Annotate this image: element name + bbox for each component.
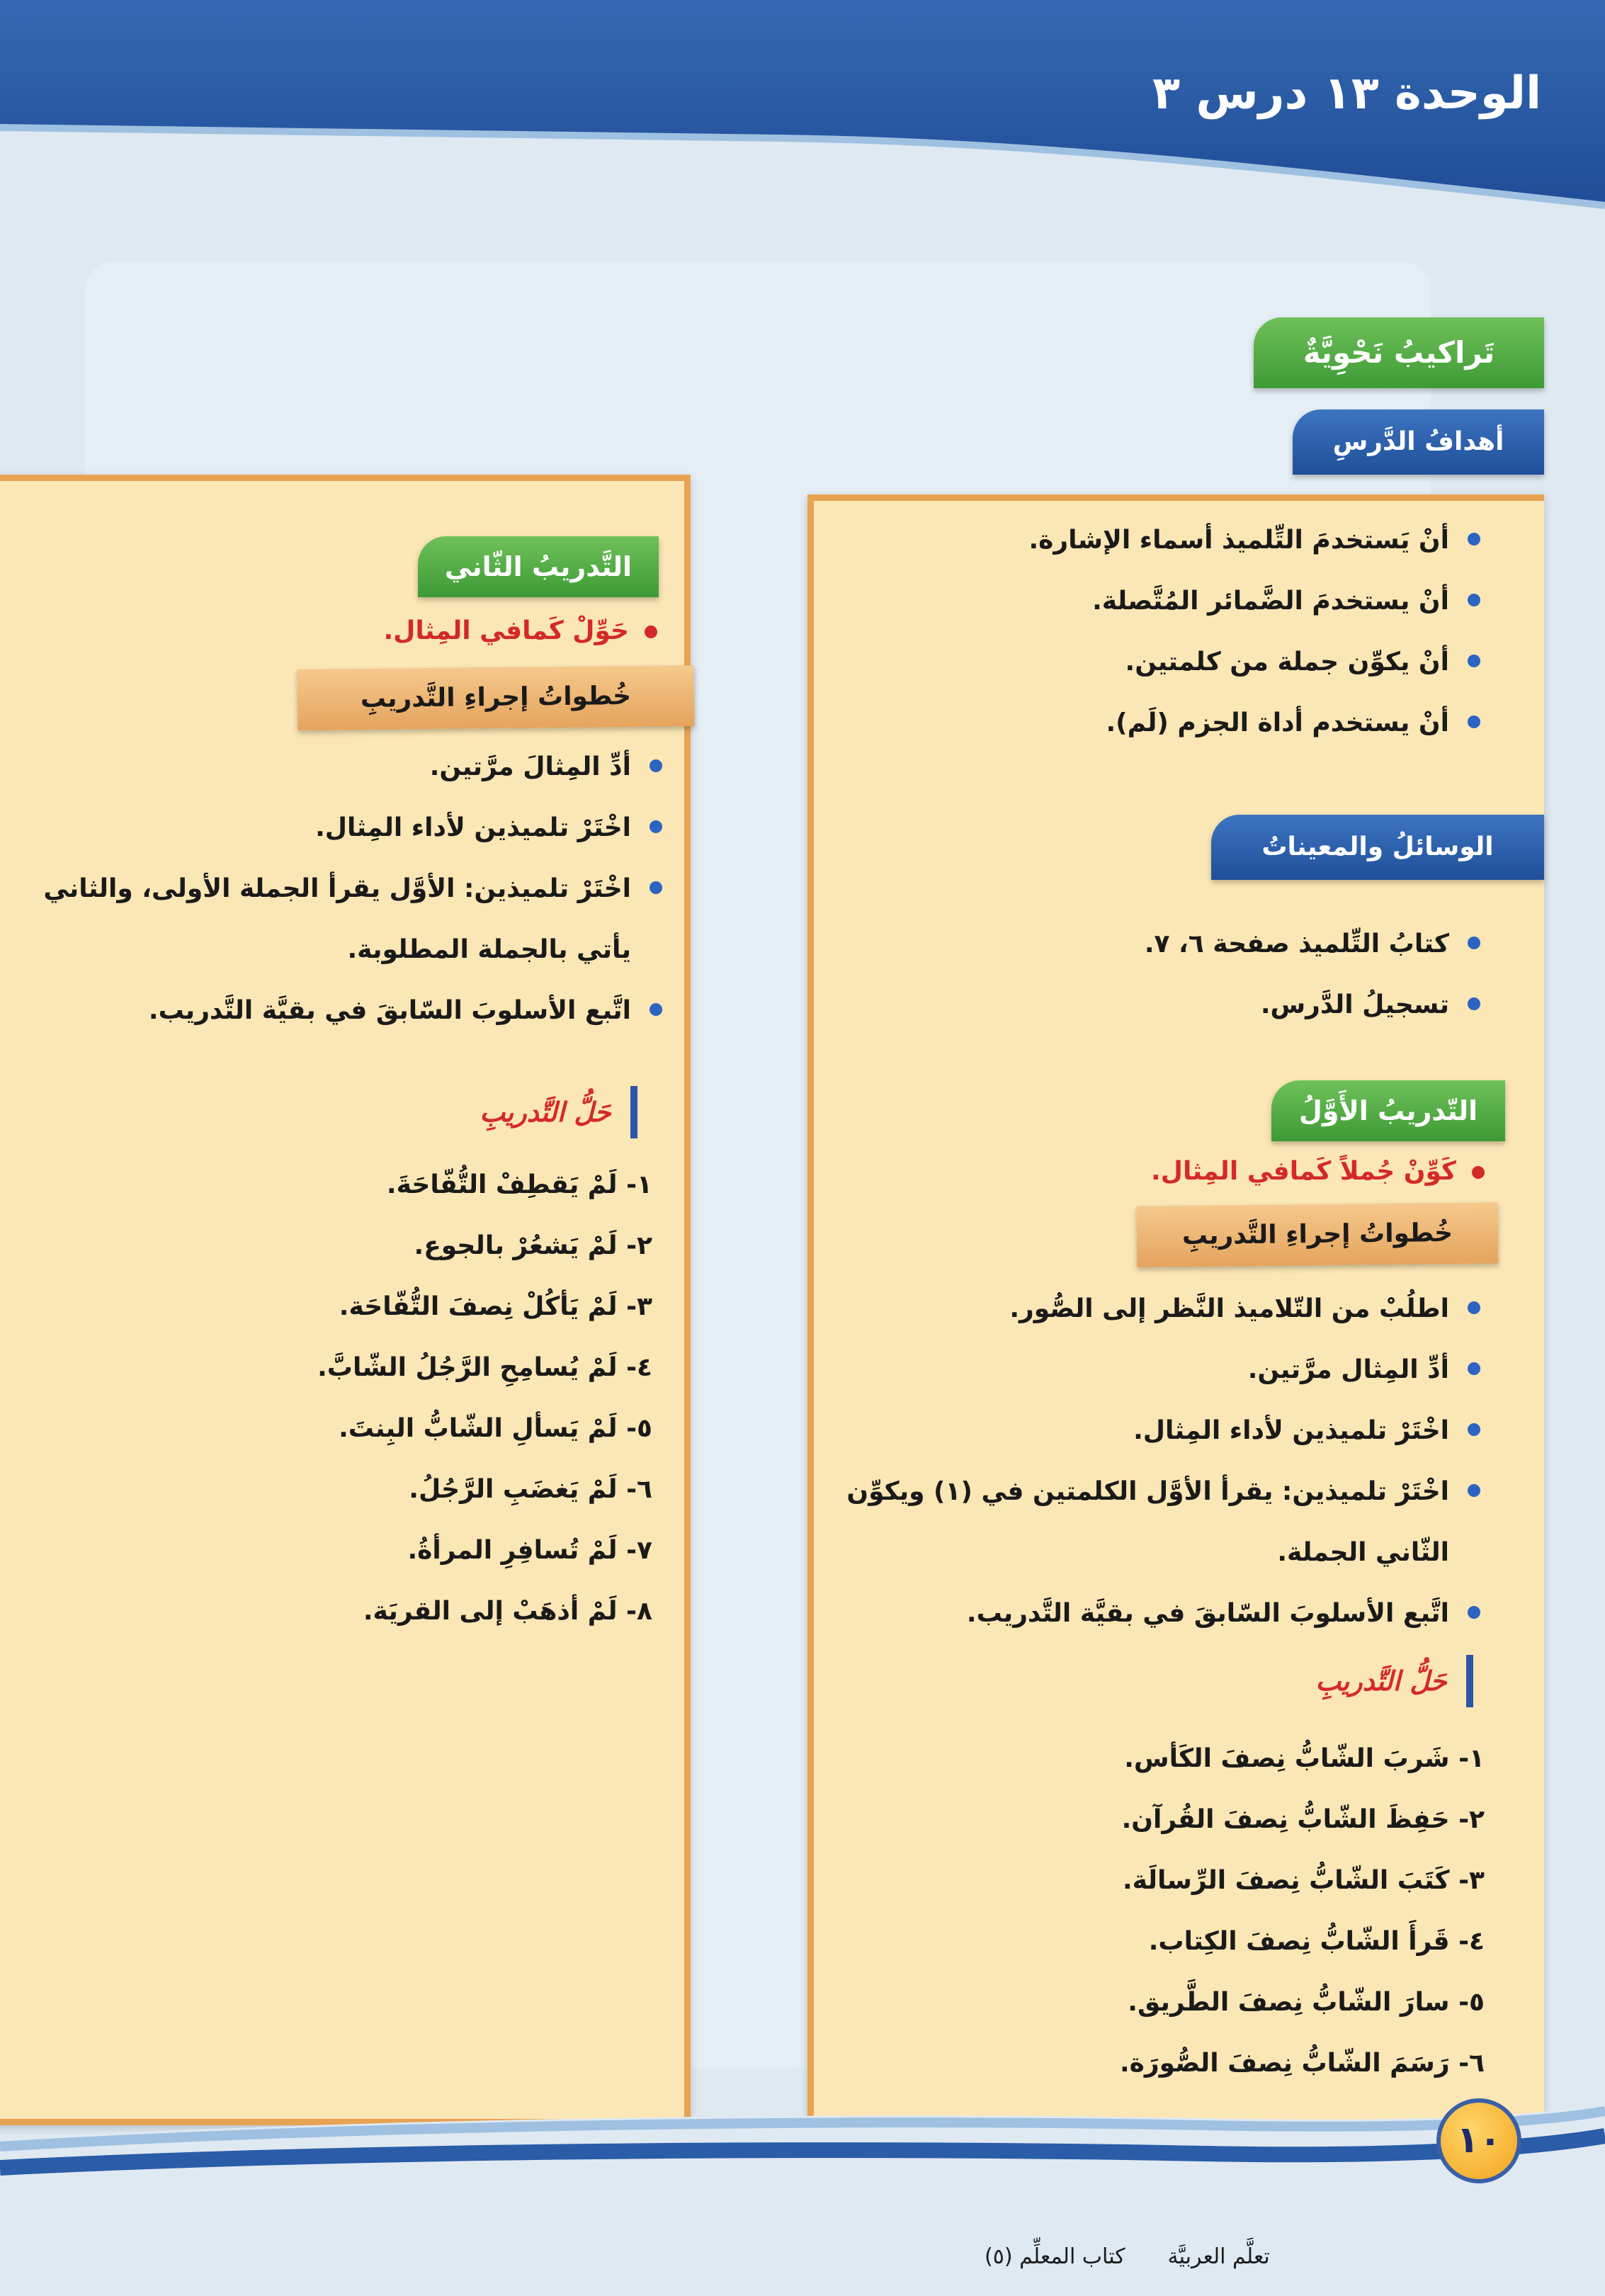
list-item: أدِّ المِثال مرَّتين. [826, 1340, 1485, 1401]
page-number-badge: ١٠ [1436, 2098, 1521, 2183]
bullet-icon [645, 626, 657, 638]
list-item: اخْتَرْ تلميذين لأداء المِثال. [0, 798, 667, 859]
bullet-icon [650, 820, 662, 833]
steps-1-tab: خُطواتُ إجراءِ التَّدريبِ [1137, 1202, 1499, 1267]
list-item: اتَّبع الأسلوبَ السّابقَ في بقيَّة التَّدريب. [826, 1583, 1485, 1644]
list-item: تسجيلُ الدَّرس. [847, 975, 1485, 1036]
list-item: اتَّبع الأسلوبَ السّابقَ في بقيَّة التَّدريب. [0, 980, 667, 1041]
list-item: ٢- حَفِظَ الشّابُّ نِصفَ القُرآن. [1121, 1805, 1485, 1834]
exercise-2-instruction: حَوِّلْ كَمافي المِثال. [383, 616, 657, 645]
bullet-icon [650, 881, 662, 894]
bullet-icon [650, 1003, 662, 1016]
bullet-icon [1468, 1362, 1480, 1375]
list-item: ٥- سارَ الشّابُّ نِصفَ الطَّريق. [1128, 1988, 1485, 2017]
list-item: ٨- لَمْ أذهَبْ إلى القريَة. [363, 1597, 652, 1626]
list-item: ٧- لَمْ تُسافِرِ المرأةُ. [407, 1536, 652, 1565]
solution-1-tab: حَلُّ التَّدريبِ [1296, 1655, 1473, 1707]
bullet-icon [650, 759, 662, 772]
lesson-title: الوحدة ١٣ درس ٣ [1152, 67, 1541, 120]
exercise-1-tab: التّدريبُ الأَوَّلُ [1271, 1080, 1505, 1141]
list-item: ٦- لَمْ يَغضَبِ الرَّجُلُ. [409, 1475, 652, 1504]
list-item: أنْ يستخدمَ الضَّمائر المُتَّصلة. [847, 571, 1485, 632]
goals-list [847, 510, 1485, 754]
list-item: ٤- قَرأَ الشّابُّ نِصفَ الكِتاب. [1148, 1927, 1485, 1956]
footer-text [942, 2244, 1270, 2269]
list-item: أدِّ المِثالَ مرَّتين. [0, 737, 667, 798]
exercise-2-tab: التَّدريبُ الثّاني [418, 536, 659, 597]
book-volume: كتاب المعلِّم (٥) [985, 2244, 1125, 2269]
goals-tab: أهدافُ الدَّرسِ [1293, 409, 1544, 475]
steps-2-list [0, 737, 667, 1041]
bullet-icon [1468, 716, 1480, 728]
list-item: أنْ يستخدم أداة الجزم (لَم). [847, 693, 1485, 754]
bullet-icon [1468, 1301, 1480, 1314]
list-item: ٥- لَمْ يَسألِ الشّابُّ البِنتَ. [339, 1414, 652, 1443]
bullet-icon [1468, 533, 1480, 545]
bullet-icon [1472, 1166, 1485, 1179]
list-item: ٤- لَمْ يُسامِحِ الرَّجُلُ الشّابَّ. [317, 1353, 652, 1382]
steps-2-tab: خُطواتُ إجراءِ التَّدريبِ [297, 665, 695, 730]
section-tab: تَراكيبُ نَحْوِيَّةٌ [1254, 317, 1544, 388]
bullet-icon [1468, 655, 1480, 667]
solution-2-tab: حَلُّ التَّدريبِ [460, 1086, 637, 1138]
list-item: أنْ يَستخدمَ التِّلميذ أسماء الإشارة. [847, 510, 1485, 571]
bullet-icon [1468, 1423, 1480, 1436]
steps-1-list [826, 1279, 1485, 1644]
list-item: ١- شَربَ الشّابُّ نِصفَ الكَأس. [1124, 1744, 1485, 1773]
tools-list [847, 914, 1485, 1036]
bullet-icon [1468, 997, 1480, 1010]
list-item: ٦- رَسَمَ الشّابُّ نِصفَ الصُّورَة. [1119, 2049, 1485, 2078]
bullet-icon [1468, 1606, 1480, 1619]
list-item: كتابُ التِّلميذ صفحة ٦، ٧. [847, 914, 1485, 975]
footer-band [0, 2033, 1605, 2296]
bullet-icon [1468, 937, 1480, 949]
list-item: ١- لَمْ يَقطِفْ التُّفّاحَةَ. [386, 1170, 652, 1199]
list-item: اخْتَرْ تلميذين: يقرأ الأوَّل الكلمتين في (١) ويكوِّن الثّاني الجملة. [826, 1461, 1485, 1583]
list-item: ٣- لَمْ يَأكُلْ نِصفَ التُّفّاحَة. [339, 1292, 652, 1321]
list-item: اخْتَرْ تلميذين: الأوَّل يقرأ الجملة الأولى، والثاني يأتي بالجملة المطلوبة. [0, 859, 667, 980]
exercise-1-instruction: كَوِّنْ جُملاً كَمافي المِثال. [1151, 1157, 1485, 1186]
bullet-icon [1468, 1484, 1480, 1497]
tools-tab: الوسائلُ والمعيناتُ [1211, 815, 1544, 880]
list-item: ٢- لَمْ يَشعُرْ بالجوع. [414, 1231, 652, 1260]
list-item: ٣- كَتَبَ الشّابُّ نِصفَ الرِّسالَة. [1122, 1866, 1485, 1895]
list-item: اطلُبْ من التّلاميذ النَّظر إلى الصُّور. [826, 1279, 1485, 1340]
solution-2-list [317, 1155, 652, 1642]
list-item: اخْتَرْ تلميذين لأداء المِثال. [826, 1401, 1485, 1461]
book-title: تعلَّم العربيَّة [1167, 2244, 1270, 2269]
bullet-icon [1468, 594, 1480, 606]
list-item: أنْ يكوِّن جملة من كلمتين. [847, 632, 1485, 693]
